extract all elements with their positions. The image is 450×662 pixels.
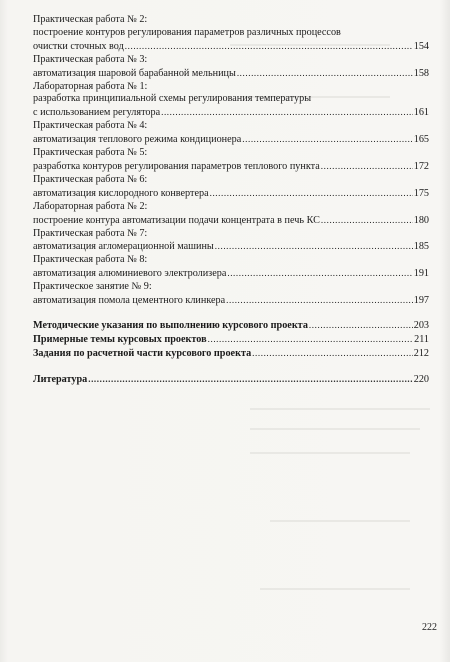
toc-entry-last-line [33, 240, 429, 254]
toc-page-number: 158 [413, 67, 429, 79]
toc-entry[interactable] [33, 201, 429, 228]
page-number: 222 [422, 622, 437, 633]
leader-dots [252, 347, 413, 360]
table-of-contents [33, 14, 429, 387]
toc-entry-heading: Практическая работа № 4: [33, 120, 148, 132]
toc-entry-last-line [33, 160, 429, 174]
toc-page-number: 212 [413, 347, 429, 359]
toc-entry-heading: Практическая работа № 2: [33, 14, 148, 25]
toc-entry-title: разработка контуров регулирования параметров теплового пункта [33, 160, 320, 172]
toc-entry[interactable] [33, 120, 429, 147]
toc-entry-heading: Лабораторная работа № 2: [33, 200, 148, 212]
leader-dots [208, 333, 413, 346]
toc-entry-last-line [33, 267, 429, 281]
toc-entry[interactable] [33, 54, 429, 81]
toc-entry-title: автоматизация помола цементного клинкера [33, 295, 226, 307]
toc-entry-heading: Практическая работа № 8: [33, 254, 148, 266]
toc-entry-title: очистки сточных вод [33, 40, 124, 52]
toc-entries [33, 14, 429, 308]
leader-dots [215, 240, 413, 253]
leader-dots [237, 67, 413, 80]
toc-entry-title-line: построение контуров регулирования параметров различных процессов [33, 26, 341, 38]
toc-entry[interactable] [33, 81, 429, 121]
toc-entry-heading: Практическая работа № 3: [33, 53, 148, 65]
leader-dots [226, 294, 413, 307]
toc-entry-heading: Лабораторная работа № 1: [33, 80, 148, 92]
toc-page-number: 175 [413, 187, 429, 199]
toc-entry-title: Литература [33, 373, 88, 385]
toc-entry-title: построение контура автоматизации подачи концентрата в печь КС [33, 214, 320, 226]
toc-entry-bold[interactable] [33, 347, 429, 361]
toc-entry-literature[interactable] [33, 373, 429, 387]
toc-entry-title: автоматизация шаровой барабанной мельницы [33, 67, 236, 79]
leader-dots [88, 373, 413, 386]
toc-entry-last-line [33, 67, 429, 81]
toc-entry[interactable] [33, 14, 429, 54]
toc-page-number: 185 [413, 241, 429, 253]
toc-entry[interactable] [33, 147, 429, 174]
leader-dots [210, 187, 413, 200]
toc-entry-last-line [33, 133, 429, 147]
leader-dots [242, 133, 412, 146]
toc-bold-entries [33, 319, 429, 361]
toc-entry[interactable] [33, 174, 429, 201]
toc-entry-title: автоматизация агломерационной машины [33, 241, 214, 253]
leader-dots [227, 267, 412, 280]
toc-page-number: 197 [413, 295, 429, 307]
toc-entry-last-line [33, 106, 429, 120]
toc-page-number: 191 [413, 268, 429, 280]
toc-entry[interactable] [33, 254, 429, 281]
toc-entry-heading: Практическая работа № 6: [33, 173, 148, 185]
toc-page-number: 180 [413, 214, 429, 226]
toc-entry-title: с использованием регулятора [33, 107, 161, 119]
toc-entry-last-line [33, 40, 429, 54]
leader-dots [309, 319, 413, 332]
toc-page-number: 161 [413, 107, 429, 119]
toc-entry-last-line [33, 214, 429, 228]
leader-dots [161, 106, 413, 119]
leader-dots [125, 40, 413, 53]
toc-entry-title: автоматизация теплового режима кондиционера [33, 134, 242, 146]
toc-entry-title-line: разработка принципиальной схемы регулирования температуры [33, 93, 312, 105]
leader-dots [321, 160, 413, 173]
toc-entry-bold[interactable] [33, 333, 429, 347]
toc-entry-title: Методические указания по выполнению курсового проекта [33, 319, 308, 331]
show-through [260, 588, 410, 590]
toc-page-number: 172 [413, 160, 429, 172]
show-through [250, 452, 410, 454]
toc-entry-bold[interactable] [33, 319, 429, 333]
toc-page-number: 220 [413, 373, 429, 385]
toc-entry-title: Примерные темы курсовых проектов [33, 333, 207, 345]
show-through [250, 428, 420, 430]
leader-dots [321, 214, 413, 227]
toc-page-number: 154 [413, 40, 429, 52]
toc-entry-title: Задания по расчетной части курсового проекта [33, 347, 252, 359]
toc-entry-last-line [33, 187, 429, 201]
show-through [250, 408, 430, 410]
toc-entry-last-line [33, 294, 429, 308]
toc-page-number: 203 [413, 319, 429, 331]
toc-entry-title: автоматизация алюминиевого электролизера [33, 268, 227, 280]
toc-page-number: 165 [413, 134, 429, 146]
toc-entry-heading: Практическое занятие № 9: [33, 281, 152, 293]
show-through [270, 520, 410, 522]
toc-entry[interactable] [33, 228, 429, 255]
toc-entry-title: автоматизация кислородного конвертера [33, 187, 209, 199]
toc-entry[interactable] [33, 281, 429, 308]
toc-entry-heading: Практическая работа № 5: [33, 147, 148, 159]
toc-page-number: 211 [414, 333, 429, 345]
toc-entry-heading: Практическая работа № 7: [33, 227, 148, 239]
